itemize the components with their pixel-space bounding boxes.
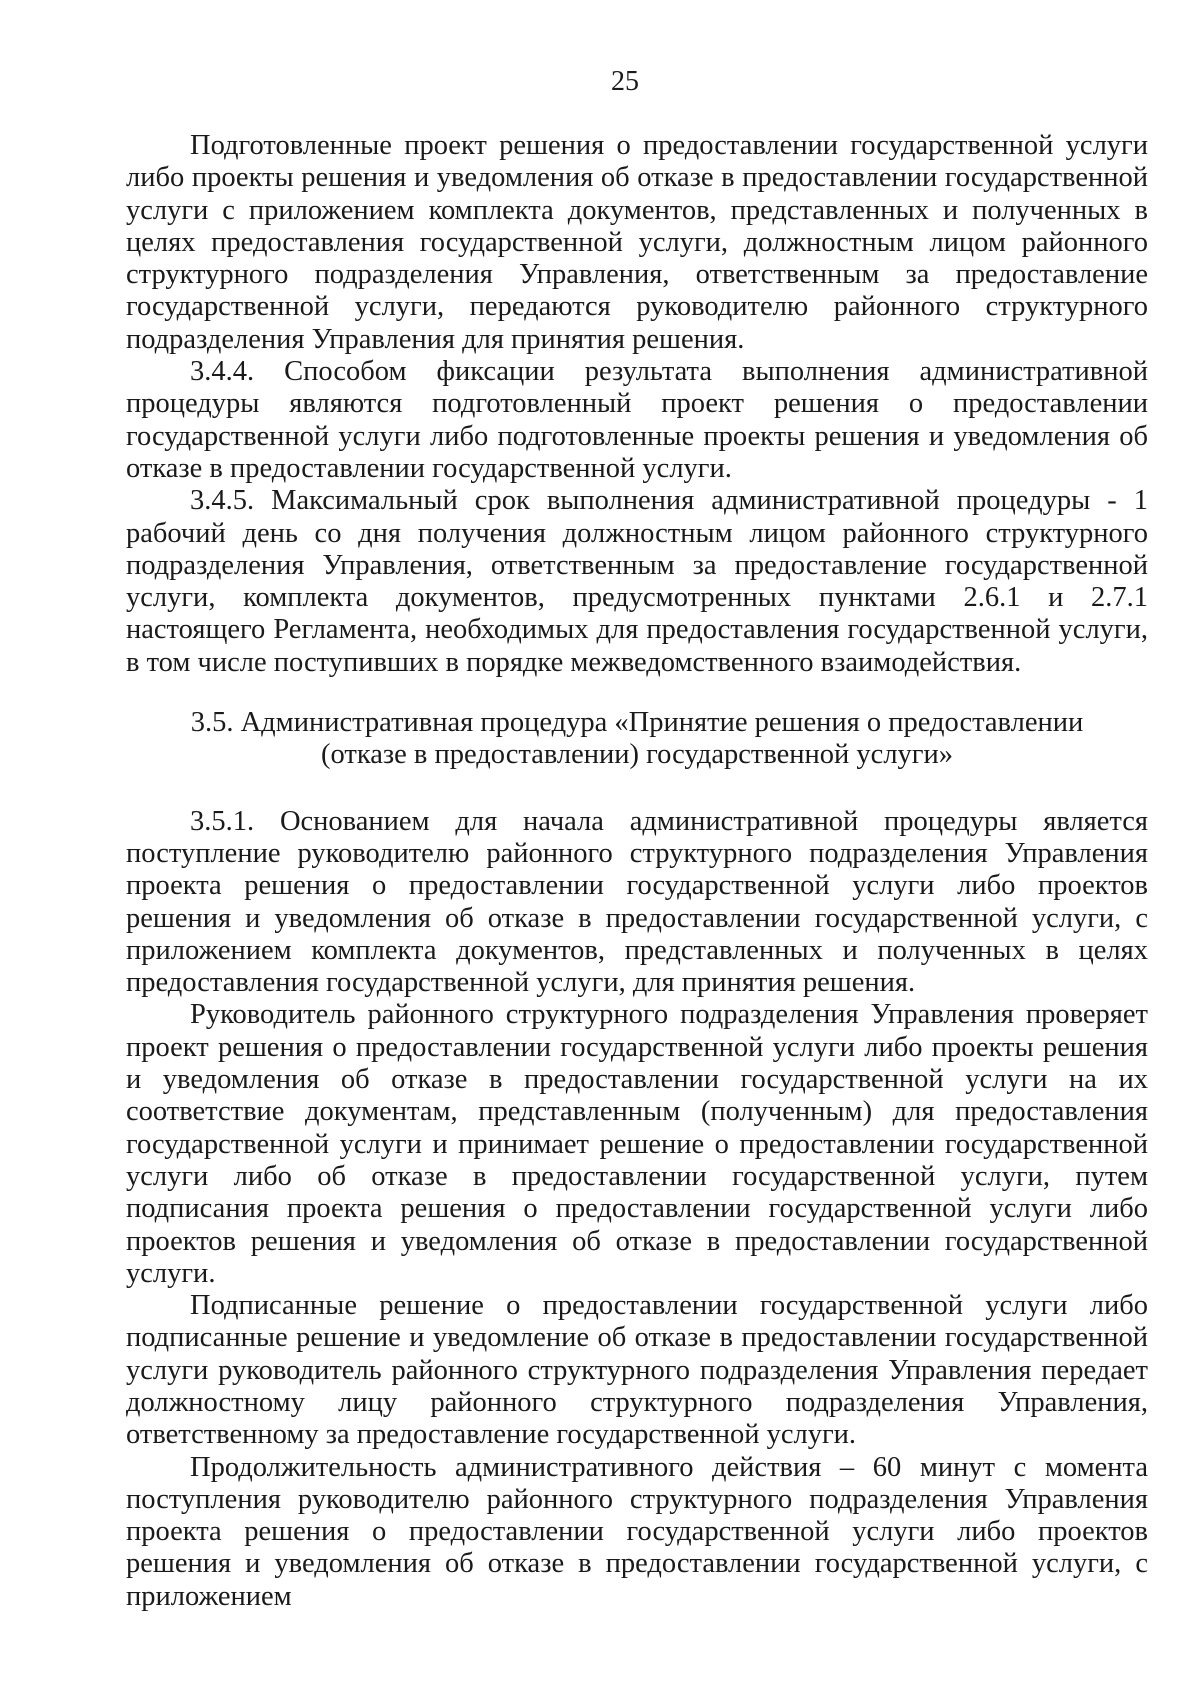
section-heading-3-5 — [126, 707, 1148, 772]
paragraph-action-duration: Продолжительность административного действия – 60 минут с момента поступления руководителю районного структурного подразделения Управления проекта решения о предоставлении государственной услуги либо проектов решения и уведомления об отказе в предоставлении государственной услуги, с приложением — [126, 1451, 1148, 1612]
page-number: 25 — [611, 66, 639, 97]
paragraph-3-5-1: 3.5.1. Основанием для начала административной процедуры является поступление руководителю районного структурного подразделения Управления проекта решения о предоставлении государственной услуги либо проектов решения и уведомления об отказе в предоставлении государственной услуги, с приложением комплекта документов, представленных и полученных в целях предоставления государственной услуги, для принятия решения. — [126, 805, 1148, 999]
paragraph-prepared-drafts: Подготовленные проект решения о предоставлении государственной услуги либо проекты решения и уведомления об отказе в предоставлении государственной услуги с приложением комплекта документов, представленных и полученных в целях предоставления государственной услуги, должностным лицом районного структурного подразделения Управления, ответственным за предоставление государственной услуги, передаются руководителю районного структурного подразделения Управления для принятия решения. — [126, 130, 1148, 355]
paragraph-signed-decision-transfer: Подписанные решение о предоставлении государственной услуги либо подписанные решение и уведомление об отказе в предоставлении государственной услуги руководитель районного структурного подразделения Управления передает должностному лицу районного структурного подразделения Управления, ответственному за предоставление государственной услуги. — [126, 1290, 1148, 1451]
paragraph-3-4-5: 3.4.5. Максимальный срок выполнения административной процедуры - 1 рабочий день со дня получения должностным лицом районного структурного подразделения Управления, ответственным за предоставление государственной услуги, комплекта документов, предусмотренных пунктами 2.6.1 и 2.7.1 настоящего Регламента, необходимых для предоставления государственной услуги, в том числе поступивших в порядке межведомственного взаимодействия. — [126, 485, 1148, 678]
section-heading-line-2: (отказе в предоставлении) государственной услуги» — [321, 739, 953, 771]
paragraph-head-checks-drafts: Руководитель районного структурного подразделения Управления проверяет проект решения о предоставлении государственной услуги либо проекты решения и уведомления об отказе в предоставлении государственной услуги на их соответствие документам, представленным (полученным) для предоставления государственной услуги и принимает решение о предоставлении государственной услуги либо об отказе в предоставлении государственной услуги, путем подписания проекта решения о предоставлении государственной услуги либо проектов решения и уведомления об отказе в предоставлении государственной услуги. — [126, 999, 1148, 1289]
document-body — [126, 130, 1148, 1613]
section-heading-line-1: 3.5. Административная процедура «Принятие решения о предоставлении — [190, 707, 1084, 739]
paragraph-3-4-4: 3.4.4. Способом фиксации результата выполнения административной процедуры являются подготовленный проект решения о предоставлении государственной услуги либо подготовленные проекты решения и уведомления об отказе в предоставлении государственной услуги. — [126, 356, 1148, 484]
